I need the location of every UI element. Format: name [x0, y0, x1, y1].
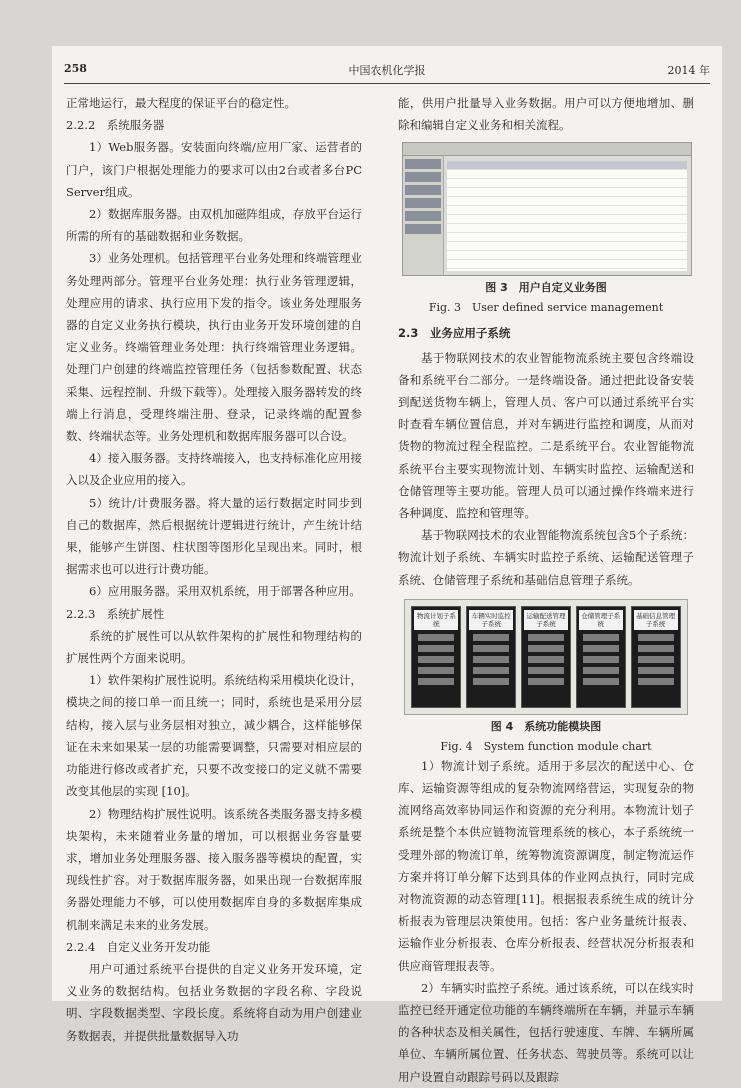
figure-toolbar	[403, 143, 691, 156]
module-title: 仓储管理子系统	[579, 610, 623, 630]
figure-4-caption-en: Fig. 4 System function module chart	[440, 739, 652, 753]
paragraph: 5）统计/计费服务器。将大量的运行数据定时同步到自己的数据库，然后根据统计逻辑进行统计，产生统计结果，能够产生饼图、柱状图等图形化呈现出来。同时，根据需求也可以进行计费功能。	[66, 495, 362, 577]
module-box	[631, 606, 681, 708]
module-box	[576, 606, 626, 708]
section-heading: 2.2.3 系统扩展性	[66, 606, 165, 621]
paragraph: 6）应用服务器。采用双机系统，用于部署各种应用。	[89, 584, 361, 599]
journal-year: 2014 年	[667, 64, 710, 77]
section-heading: 2.2.2 系统服务器	[66, 118, 165, 133]
paragraph: 2）物理结构扩展性说明。该系统各类服务器支持多模块架构，未来随着业务量的增加，可以根据业务容量要求，增加业务处理服务器、接入服务器等模块的配置，实现线性扩容。对于数据库服务器，如果出现一台数据库服务器处理能力不够，可以使用数据库自身的多数据库集成机制来满足未来的业务发展。	[66, 806, 362, 932]
paragraph: 1）软件架构扩展性说明。系统结构采用模块化设计，模块之间的接口单一而且统一；同时，系统也是采用分层结构，接入层与业务层相对独立，减少耦合，这样能够保证在未来如果某一层的功能需要调整，只需要对相应层的功能进行修改或者扩充，只要不改变接口的定义就不需要改变其他层的实现 [10]。	[66, 673, 362, 799]
running-header	[64, 60, 710, 80]
module-title: 运输配送管理子系统	[524, 610, 568, 630]
left-column	[66, 92, 362, 1047]
right-column	[398, 92, 694, 1088]
module-title: 车辆实时监控子系统	[469, 610, 513, 630]
section-heading: 2.3 业务应用子系统	[398, 326, 511, 341]
page-number: 258	[64, 62, 87, 75]
figure-3-screenshot	[402, 142, 692, 276]
paragraph: 3）业务处理机。包括管理平台业务处理和终端管理业务处理两部分。管理平台业务处理：执行业务管理逻辑，处理应用的请求、执行应用下发的指令。该业务处理服务器的自定义业务执行模块，执行由业务开发环境创建的自定义业务。终端管理业务处理：执行终端管理业务逻辑。处理门户创建的终端监控管理任务（包括参数配置、状态采集、远程控制、升级下载等）。处理接入服务器转发的终端上行消息，受理终端注册、登录，记录终端的配置参数、终端状态等。业务处理机和数据库服务器可以合设。	[66, 251, 362, 444]
module-box	[466, 606, 516, 708]
paragraph: 基于物联网技术的农业智能物流系统主要包含终端设备和系统平台二部分。一是终端设备。通过把此设备安装到配送货物车辆上，管理人员、客户可以通过系统平台实时查看车辆位置信息，并对车辆进行监控和调度，从而对货物的物流过程全程监控。二是系统平台。农业智能物流系统平台主要实现物流计划、车辆实时监控、运输配送和仓储管理等主要功能。管理人员可以通过操作终端来进行各种调度、监控和管理等。	[398, 350, 694, 521]
figure-3-caption-cn: 图 3 用户自定义业务图	[485, 281, 607, 295]
module-box	[411, 606, 461, 708]
paragraph: 1）物流计划子系统。适用于多层次的配送中心、仓库、运输资源等组成的复杂物流网络营运，实现复杂的物流网络高效率协同运作和资源的充分利用。本物流计划子系统是整个本供应链物流管理系统的核心，本子系统统一受理外部的物流订单，统筹物流资源调度，制定物流运作方案并将订单分解下达到具体的作业网点执行，同时完成对物流资源的动态管理[11]。根据报表系统生成的统计分析报表为管理层决策使用。包括：客户业务量统计报表、运输作业分析报表、仓库分析报表、经营状况分析报表和供应商管理报表等。	[398, 758, 694, 973]
paragraph: 正常地运行，最大程度的保证平台的稳定性。	[66, 96, 296, 110]
paragraph: 2）数据库服务器。由双机加磁阵组成，存放平台运行所需的所有的基础数据和业务数据。	[66, 207, 362, 244]
module-title: 物流计划子系统	[414, 610, 458, 630]
figure-table	[447, 161, 687, 271]
paragraph: 1）Web服务器。安装面向终端/应用厂家、运营者的门户，该门户根据处理能力的要求可以由2台或者多台PC Server组成。	[66, 140, 362, 199]
paragraph: 能，供用户批量导入业务数据。用户可以方便地增加、删除和编辑自定义业务和相关流程。	[398, 96, 694, 133]
section-heading: 2.2.4 自定义业务开发功能	[66, 939, 211, 954]
figure-4-module-chart	[404, 599, 688, 715]
paragraph: 系统的扩展性可以从软件架构的扩展性和物理结构的扩展性两个方面来说明。	[66, 628, 362, 666]
paragraph: 基于物联网技术的农业智能物流系统包含5个子系统：物流计划子系统、车辆实时监控子系统、运输配送管理子系统、仓储管理子系统和基础信息管理子系统。	[398, 528, 694, 587]
figure-3-caption-en: Fig. 3 User defined service management	[428, 301, 664, 315]
header-rule	[64, 83, 710, 84]
module-box	[521, 606, 571, 708]
module-title: 基础信息管理子系统	[634, 610, 678, 630]
journal-name: 中国农机化学报	[348, 64, 426, 77]
paragraph: 用户可通过系统平台提供的自定义业务开发环境，定义业务的数据结构。包括业务数据的字段名称、字段说明、字段数据类型、字段长度。系统将自动为用户创建业务数据表，并提供批量数据导入功	[66, 961, 362, 1043]
figure-sidebar	[403, 156, 444, 275]
paragraph: 2）车辆实时监控子系统。通过该系统，可以在线实时监控已经开通定位功能的车辆终端所在车辆，并显示车辆的各种状态及相关属性，包括行驶速度、车牌、车辆所属单位、车辆所属位置、任务状态、驾驶员等。系统可以让用户设置自动跟踪号码以及跟踪	[398, 980, 694, 1084]
paragraph: 4）接入服务器。支持终端接入，也支持标准化应用接入以及企业应用的接入。	[66, 451, 362, 488]
journal-page	[52, 46, 722, 1084]
figure-4-caption-cn: 图 4 系统功能模块图	[490, 719, 602, 733]
